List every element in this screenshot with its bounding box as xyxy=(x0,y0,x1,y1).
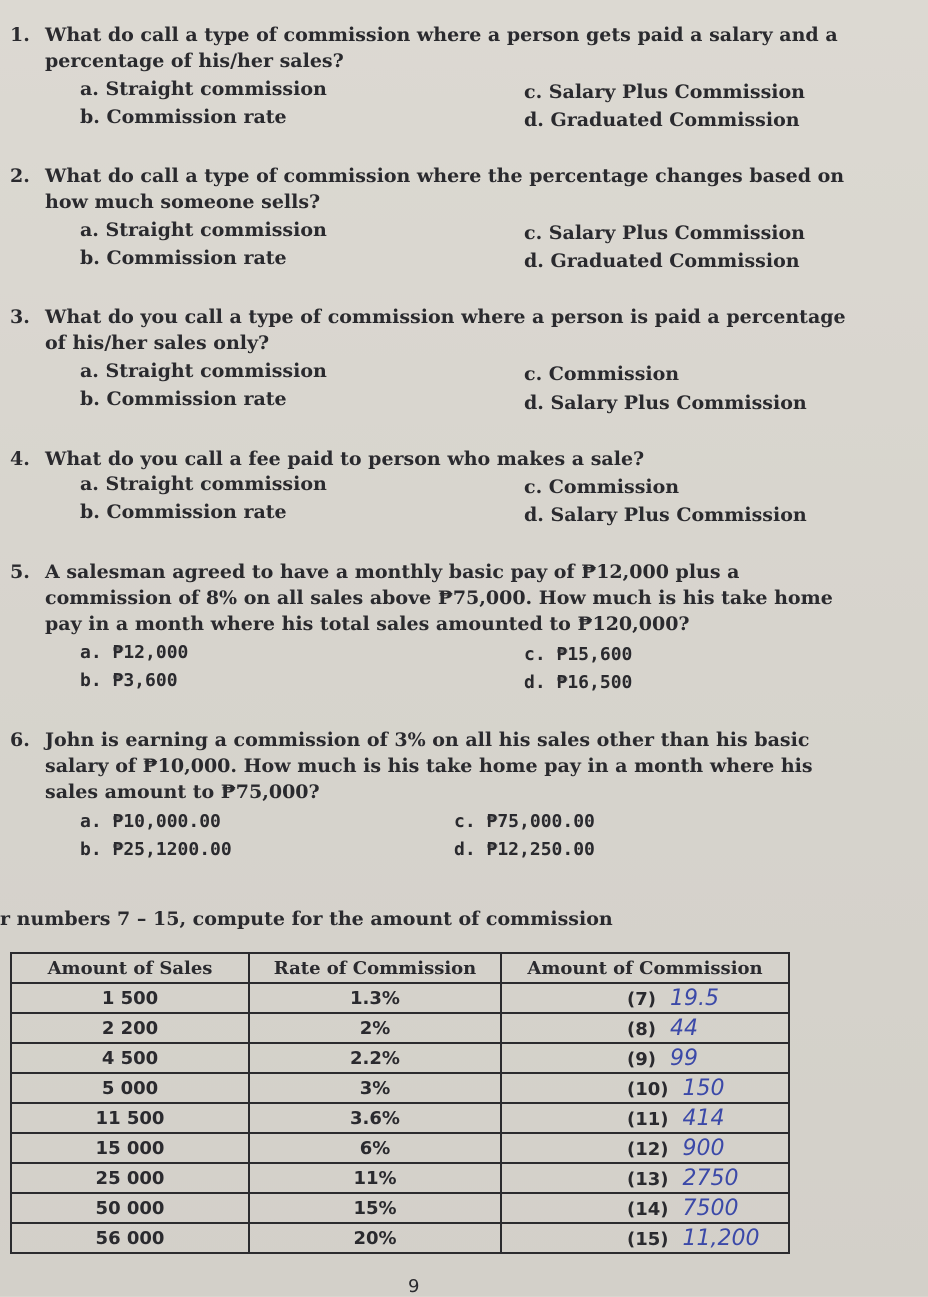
rate-cell: 11% xyxy=(249,1163,501,1193)
handwritten-answer: 414 xyxy=(682,1105,725,1131)
item-number: (8) xyxy=(627,1018,656,1040)
page-number: 9 xyxy=(408,1276,420,1297)
option-a: a. Straight commission xyxy=(80,473,327,495)
commission-cell xyxy=(501,1043,789,1073)
option-c: c. Commission xyxy=(524,476,680,498)
question-1 xyxy=(10,22,870,74)
question-number: 1. xyxy=(10,24,30,46)
question-5 xyxy=(10,559,870,637)
option-b: b. ₱25,1200.00 xyxy=(80,839,232,860)
option-a: a. ₱12,000 xyxy=(80,642,189,663)
option-b: b. ₱3,600 xyxy=(80,670,178,691)
table-row xyxy=(11,1133,789,1163)
header-rate-of-commission: Rate of Commission xyxy=(249,953,501,983)
item-number: (14) xyxy=(627,1198,669,1220)
item-number: (15) xyxy=(627,1228,669,1250)
commission-cell xyxy=(501,1103,789,1133)
option-d: d. Graduated Commission xyxy=(524,250,800,272)
option-c: c. ₱15,600 xyxy=(524,644,633,665)
commission-cell xyxy=(501,1133,789,1163)
option-c: c. Salary Plus Commission xyxy=(524,222,805,244)
rate-cell: 6% xyxy=(249,1133,501,1163)
table-instruction: r numbers 7 – 15, compute for the amount of commission xyxy=(0,908,613,930)
option-c: c. Salary Plus Commission xyxy=(524,81,805,103)
question-text: What do you call a fee paid to person who makes a sale? xyxy=(45,448,645,470)
commission-cell xyxy=(501,1073,789,1103)
question-6 xyxy=(10,727,870,805)
commission-cell xyxy=(501,1223,789,1253)
item-number: (11) xyxy=(627,1108,669,1130)
sales-cell: 56 000 xyxy=(11,1223,249,1253)
handwritten-answer: 99 xyxy=(669,1045,698,1071)
commission-cell xyxy=(501,1013,789,1043)
item-number: (9) xyxy=(627,1048,656,1070)
item-number: (13) xyxy=(627,1168,669,1190)
sales-cell: 2 200 xyxy=(11,1013,249,1043)
rate-cell: 15% xyxy=(249,1193,501,1223)
option-b: b. Commission rate xyxy=(80,106,287,128)
table-row xyxy=(11,1193,789,1223)
option-c: c. Commission xyxy=(524,363,680,385)
handwritten-answer: 19.5 xyxy=(669,985,719,1011)
sales-cell: 4 500 xyxy=(11,1043,249,1073)
question-number: 5. xyxy=(10,561,30,583)
question-text: What do call a type of commission where a person gets paid a salary and a percentage of his/her sales? xyxy=(45,24,838,72)
table-header-row xyxy=(11,953,789,983)
rate-cell: 1.3% xyxy=(249,983,501,1013)
question-text: What do call a type of commission where the percentage changes based on how much someone sells? xyxy=(45,165,845,213)
question-text: A salesman agreed to have a monthly basic pay of ₱12,000 plus a commission of 8% on all sales above ₱75,000. How much is his take home pay in a month where his total sales amounted to ₱120,000? xyxy=(45,561,833,635)
question-text: John is earning a commission of 3% on all his sales other than his basic salary of ₱10,000. How much is his take home pay in a month where his sales amount to ₱75,000? xyxy=(45,729,813,803)
option-a: a. Straight commission xyxy=(80,360,327,382)
option-d: d. Graduated Commission xyxy=(524,109,800,131)
sales-cell: 11 500 xyxy=(11,1103,249,1133)
question-2 xyxy=(10,163,870,215)
commission-cell xyxy=(501,983,789,1013)
table-row xyxy=(11,1223,789,1253)
question-4 xyxy=(10,446,870,472)
rate-cell: 2.2% xyxy=(249,1043,501,1073)
option-d: d. ₱12,250.00 xyxy=(454,839,595,860)
option-d: d. ₱16,500 xyxy=(524,672,633,693)
sales-cell: 15 000 xyxy=(11,1133,249,1163)
option-b: b. Commission rate xyxy=(80,388,287,410)
question-number: 6. xyxy=(10,729,30,751)
option-a: a. ₱10,000.00 xyxy=(80,811,221,832)
table-row xyxy=(11,1163,789,1193)
question-number: 3. xyxy=(10,306,30,328)
option-b: b. Commission rate xyxy=(80,247,287,269)
option-c: c. ₱75,000.00 xyxy=(454,811,595,832)
header-amount-of-sales: Amount of Sales xyxy=(11,953,249,983)
commission-table xyxy=(10,952,790,1254)
item-number: (7) xyxy=(627,988,656,1010)
handwritten-answer: 11,200 xyxy=(682,1225,760,1251)
question-number: 2. xyxy=(10,165,30,187)
table-row xyxy=(11,983,789,1013)
rate-cell: 3% xyxy=(249,1073,501,1103)
commission-cell xyxy=(501,1193,789,1223)
item-number: (10) xyxy=(627,1078,669,1100)
handwritten-answer: 7500 xyxy=(682,1195,739,1221)
header-amount-of-commission: Amount of Commission xyxy=(501,953,789,983)
rate-cell: 20% xyxy=(249,1223,501,1253)
handwritten-answer: 44 xyxy=(669,1015,698,1041)
table-row xyxy=(11,1043,789,1073)
question-text: What do you call a type of commission where a person is paid a percentage of his/her sales only? xyxy=(45,306,846,354)
option-b: b. Commission rate xyxy=(80,501,287,523)
option-a: a. Straight commission xyxy=(80,78,327,100)
rate-cell: 3.6% xyxy=(249,1103,501,1133)
table-row xyxy=(11,1073,789,1103)
rate-cell: 2% xyxy=(249,1013,501,1043)
question-number: 4. xyxy=(10,448,30,470)
option-d: d. Salary Plus Commission xyxy=(524,504,807,526)
item-number: (12) xyxy=(627,1138,669,1160)
handwritten-answer: 2750 xyxy=(682,1165,739,1191)
option-d: d. Salary Plus Commission xyxy=(524,392,807,414)
handwritten-answer: 150 xyxy=(682,1075,725,1101)
sales-cell: 5 000 xyxy=(11,1073,249,1103)
commission-cell xyxy=(501,1163,789,1193)
table-row xyxy=(11,1013,789,1043)
sales-cell: 1 500 xyxy=(11,983,249,1013)
sales-cell: 25 000 xyxy=(11,1163,249,1193)
handwritten-answer: 900 xyxy=(682,1135,725,1161)
table-row xyxy=(11,1103,789,1133)
question-3 xyxy=(10,304,870,356)
sales-cell: 50 000 xyxy=(11,1193,249,1223)
option-a: a. Straight commission xyxy=(80,219,327,241)
